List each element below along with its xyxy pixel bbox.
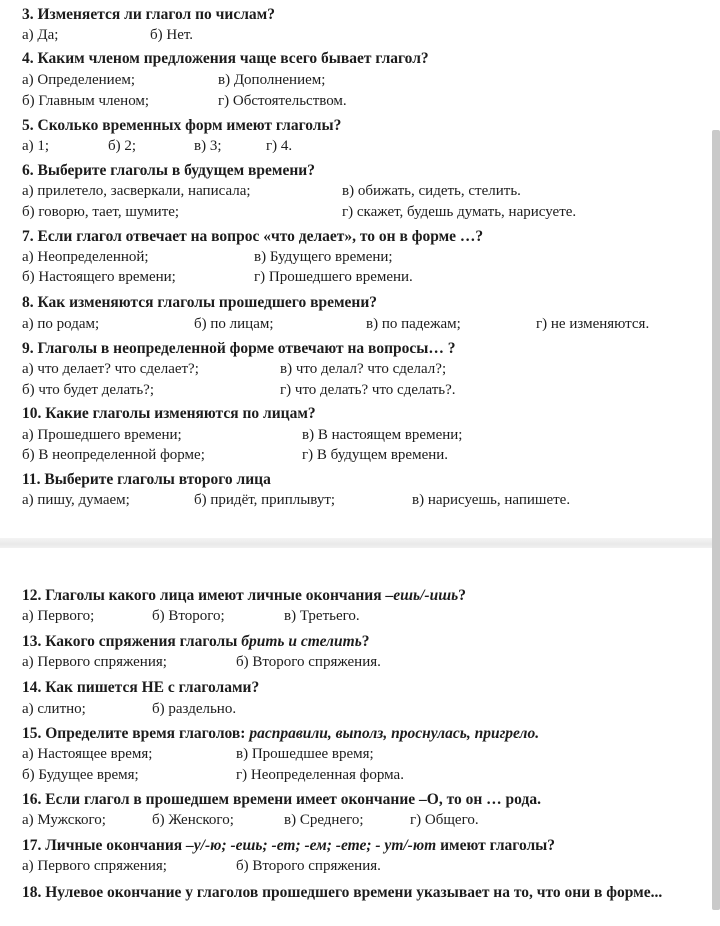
q4-option-v: в) Дополнением; [218,72,326,88]
question-16-title: 16. Если глагол в прошедшем времени имеет окончание –О, то он … рода. [22,791,541,808]
q15-option-v: в) Прошедшее время; [236,746,374,762]
q15-option-a: а) Настоящее время; [22,746,153,762]
q8-option-a: а) по родам; [22,316,100,332]
q4-option-a: а) Определением; [22,72,136,88]
q7-option-g: г) Прошедшего времени. [254,269,413,285]
question-13-title: 13. Какого спряжения глаголы брить и стелить? [22,633,370,650]
q16-option-a: а) Мужского; [22,812,106,828]
question-5-title: 5. Сколько временных форм имеют глаголы? [22,117,342,134]
question-6-title: 6. Выберите глаголы в будущем времени? [22,162,315,179]
q11-option-a: а) пишу, думаем; [22,492,130,508]
q9-option-g: г) что делать? что сделать?. [280,382,456,398]
q3-option-a: а) Да; [22,27,59,43]
question-12-title: 12. Глаголы какого лица имеют личные окончания –ешь/-ишь? [22,587,466,604]
q3-option-b: б) Нет. [150,27,194,43]
q13-option-a: а) Первого спряжения; [22,654,167,670]
q12-option-v: в) Третьего. [284,608,360,624]
q4-option-b: б) Главным членом; [22,93,150,109]
q14-option-a: а) слитно; [22,701,86,717]
q11-option-b: б) придёт, приплывут; [194,492,336,508]
q16-option-g: г) Общего. [410,812,479,828]
q9-option-a: а) что делает? что сделает?; [22,361,199,377]
q5-option-g: г) 4. [266,138,293,154]
q11-option-v: в) нарисуешь, напишете. [412,492,571,508]
q15-option-g: г) Неопределенная форма. [236,767,404,783]
q10-option-a: а) Прошедшего времени; [22,427,182,443]
q10-option-g: г) В будущем времени. [302,447,449,463]
q7-option-v: в) Будущего времени; [254,249,393,265]
question-18-title: 18. Нулевое окончание у глаголов прошедшего времени указывает на то, что они в форме... [22,884,663,901]
question-4-title: 4. Каким членом предложения чаще всего бывает глагол? [22,50,429,67]
q8-option-g: г) не изменяются. [536,316,650,332]
q15-option-b: б) Будущее время; [22,767,139,783]
q17-option-b: б) Второго спряжения. [236,858,381,874]
q5-option-v: в) 3; [194,138,222,154]
q17-option-a: а) Первого спряжения; [22,858,167,874]
question-17-title: 17. Личные окончания –у/-ю; -ешь; -ет; -ем; -ете; - ут/-ют имеют глаголы? [22,837,556,854]
q14-option-b: б) раздельно. [152,701,237,717]
q6-option-a: а) прилетело, засверкали, написала; [22,183,251,199]
q8-option-v: в) по падежам; [366,316,461,332]
q5-option-a: а) 1; [22,138,50,154]
q9-option-v: в) что делал? что сделал?; [280,361,447,377]
question-8-title: 8. Как изменяются глаголы прошедшего времени? [22,294,378,311]
question-10-title: 10. Какие глаголы изменяются по лицам? [22,405,316,422]
q6-option-v: в) обижать, сидеть, стелить. [342,183,521,199]
q16-option-v: в) Среднего; [284,812,364,828]
q6-option-g: г) скажет, будешь думать, нарисуете. [342,204,577,220]
q4-option-g: г) Обстоятельством. [218,93,347,109]
question-14-title: 14. Как пишется НЕ с глаголами? [22,679,260,696]
question-3-title: 3. Изменяется ли глагол по числам? [22,6,275,23]
q9-option-b: б) что будет делать?; [22,382,155,398]
q10-option-v: в) В настоящем времени; [302,427,463,443]
q6-option-b: б) говорю, тает, шумите; [22,204,180,220]
q13-option-b: б) Второго спряжения. [236,654,381,670]
q16-option-b: б) Женского; [152,812,234,828]
q12-option-b: б) Второго; [152,608,225,624]
q7-option-a: а) Неопределенной; [22,249,149,265]
question-15-title: 15. Определите время глаголов: расправили, выполз, проснулась, пригрело. [22,725,540,742]
q12-option-a: а) Первого; [22,608,95,624]
q5-option-b: б) 2; [108,138,137,154]
scrollbar[interactable] [712,130,720,910]
question-7-title: 7. Если глагол отвечает на вопрос «что делает», то он в форме …? [22,228,484,245]
q7-option-b: б) Настоящего времени; [22,269,176,285]
q8-option-b: б) по лицам; [194,316,274,332]
q10-option-b: б) В неопределенной форме; [22,447,205,463]
question-11-title: 11. Выберите глаголы второго лица [22,471,271,488]
question-9-title: 9. Глаголы в неопределенной форме отвечают на вопросы… ? [22,340,456,357]
